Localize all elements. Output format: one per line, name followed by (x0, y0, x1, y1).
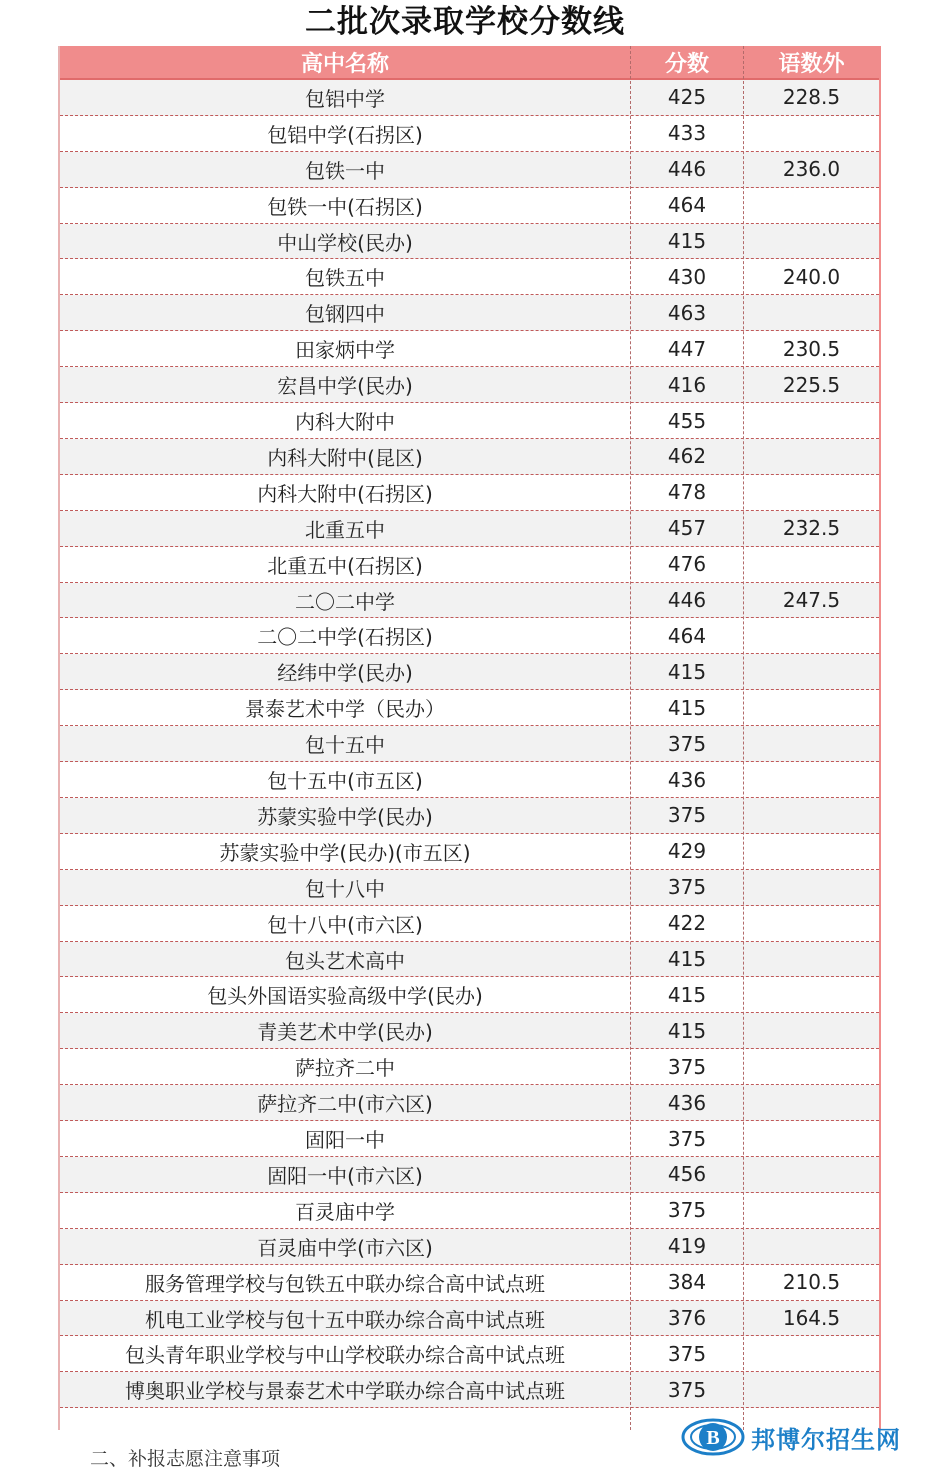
core-subjects-score-cell (744, 224, 879, 259)
school-name-cell: 包铁一中(石拐区) (267, 194, 423, 219)
school-name-cell: 内科大附中(石拐区) (257, 481, 433, 506)
school-name-cell: 萨拉齐二中 (295, 1056, 395, 1081)
score-cell: 384 (667, 1270, 707, 1295)
core-subjects-score-cell (744, 1157, 879, 1192)
table-row (60, 1265, 879, 1301)
table-row (60, 1157, 879, 1193)
school-name-cell: 包头艺术高中 (285, 948, 405, 973)
table-row (60, 260, 879, 296)
school-name-cell: 二〇二中学 (295, 589, 395, 614)
score-cell: 463 (667, 300, 707, 325)
page-title: 二批次录取学校分数线 (305, 4, 625, 40)
table-row (60, 152, 879, 188)
school-name-cell: 机电工业学校与包十五中联办综合高中试点班 (145, 1307, 545, 1332)
school-name-cell: 苏蒙实验中学(民办) (257, 804, 433, 829)
table-header-row (60, 46, 879, 80)
table-row (60, 475, 879, 511)
score-cell: 376 (667, 1306, 707, 1331)
school-name-cell: 固阳一中(市六区) (267, 1163, 423, 1188)
core-subjects-score-cell (744, 403, 879, 438)
svg-text:B: B (706, 1427, 720, 1449)
school-name-cell: 包铁一中 (305, 158, 385, 183)
school-name-cell: 包十五中(市五区) (267, 769, 423, 794)
score-cell: 446 (667, 588, 707, 613)
table-row (60, 1121, 879, 1157)
core-subjects-score-cell: 230.5 (782, 336, 841, 361)
score-cell: 464 (667, 623, 707, 648)
score-cell: 375 (667, 1054, 707, 1079)
score-cell: 419 (667, 1234, 707, 1259)
school-name-cell: 北重五中(石拐区) (267, 553, 423, 578)
core-subjects-score-cell: 225.5 (782, 372, 841, 397)
school-name-cell: 包钢四中 (305, 302, 385, 327)
score-cell: 415 (667, 947, 707, 972)
table-row (60, 619, 879, 655)
section-heading: 二、补报志愿注意事项 (90, 1448, 281, 1470)
table-row (60, 942, 879, 978)
school-name-cell: 萨拉齐二中(市六区) (257, 1092, 433, 1117)
school-name-cell: 百灵庙中学(市六区) (257, 1235, 433, 1260)
school-name-cell: 二〇二中学(石拐区) (257, 625, 433, 650)
core-subjects-score-cell: 210.5 (782, 1270, 841, 1295)
core-subjects-score-cell: 240.0 (782, 264, 841, 289)
core-subjects-score-cell (744, 188, 879, 223)
core-subjects-score-cell (744, 1121, 879, 1156)
school-name-cell: 百灵庙中学 (295, 1199, 395, 1224)
table-row (60, 906, 879, 942)
core-subjects-score-cell (744, 116, 879, 151)
column-header: 语数外 (778, 51, 845, 77)
score-cell: 462 (667, 444, 707, 469)
school-name-cell: 包十八中(市六区) (267, 912, 423, 937)
table-row (60, 439, 879, 475)
table-row (60, 295, 879, 331)
table-row (60, 1301, 879, 1337)
school-name-cell: 内科大附中(昆区) (267, 445, 423, 470)
school-name-cell: 包十八中 (305, 876, 385, 901)
score-cell: 375 (667, 731, 707, 756)
core-subjects-score-cell (744, 547, 879, 582)
core-subjects-score-cell (744, 762, 879, 797)
table-row (60, 188, 879, 224)
logo-text: 邦博尔招生网 (751, 1425, 901, 1454)
school-name-cell: 苏蒙实验中学(民办)(市五区) (219, 840, 471, 865)
score-cell: 433 (667, 121, 707, 146)
column-header: 分数 (664, 51, 709, 77)
score-cell: 456 (667, 1162, 707, 1187)
school-name-cell: 北重五中 (305, 517, 385, 542)
column-divider (630, 46, 631, 1430)
core-subjects-score-cell (744, 942, 879, 977)
score-cell: 425 (667, 85, 707, 110)
score-cell: 375 (667, 1126, 707, 1151)
school-name-cell: 包铁五中 (305, 266, 385, 291)
core-subjects-score-cell (744, 798, 879, 833)
core-subjects-score-cell (744, 906, 879, 941)
table-row (60, 367, 879, 403)
score-cell: 416 (667, 372, 707, 397)
table-row (60, 1193, 879, 1229)
site-logo[interactable] (681, 1412, 921, 1462)
table-row (60, 224, 879, 260)
school-name-cell: 包十五中 (305, 733, 385, 758)
core-subjects-score-cell (744, 690, 879, 725)
table-row (60, 1229, 879, 1265)
core-subjects-score-cell (744, 1193, 879, 1228)
table-row (60, 1049, 879, 1085)
score-cell: 464 (667, 193, 707, 218)
school-name-cell: 青美艺术中学(民办) (257, 1020, 433, 1045)
school-name-cell: 包铝中学 (305, 86, 385, 111)
core-subjects-score-cell: 164.5 (782, 1306, 841, 1331)
table-row (60, 690, 879, 726)
score-cell: 375 (667, 1377, 707, 1402)
core-subjects-score-cell: 236.0 (782, 157, 841, 182)
table-row (60, 1085, 879, 1121)
school-name-cell: 包头外国语实验高级中学(民办) (207, 984, 483, 1009)
school-name-cell: 包头青年职业学校与中山学校联办综合高中试点班 (125, 1343, 565, 1368)
core-subjects-score-cell (744, 1229, 879, 1264)
core-subjects-score-cell: 247.5 (782, 588, 841, 613)
score-cell: 415 (667, 695, 707, 720)
core-subjects-score-cell (744, 475, 879, 510)
score-cell: 430 (667, 264, 707, 289)
core-subjects-score-cell (744, 1013, 879, 1048)
school-name-cell: 中山学校(民办) (277, 230, 413, 255)
core-subjects-score-cell (744, 1049, 879, 1084)
column-header: 高中名称 (300, 51, 389, 77)
table-row (60, 834, 879, 870)
table-row (60, 870, 879, 906)
score-cell: 478 (667, 480, 707, 505)
school-name-cell: 景泰艺术中学（民办） (245, 697, 445, 722)
score-cell: 457 (667, 516, 707, 541)
school-name-cell: 博奥职业学校与景泰艺术中学联办综合高中试点班 (125, 1379, 565, 1404)
core-subjects-score-cell: 228.5 (782, 85, 841, 110)
score-cell: 375 (667, 1198, 707, 1223)
score-cell: 436 (667, 1090, 707, 1115)
school-name-cell: 服务管理学校与包铁五中联办综合高中试点班 (145, 1271, 545, 1296)
score-cell: 429 (667, 839, 707, 864)
table-row (60, 331, 879, 367)
score-cell: 455 (667, 408, 707, 433)
school-name-cell: 包铝中学(石拐区) (267, 122, 423, 147)
score-cell: 447 (667, 336, 707, 361)
school-name-cell: 经纬中学(民办) (277, 661, 413, 686)
table-row (60, 726, 879, 762)
core-subjects-score-cell (744, 1337, 879, 1372)
school-name-cell: 固阳一中 (305, 1128, 385, 1153)
core-subjects-score-cell (744, 295, 879, 330)
score-cell: 375 (667, 803, 707, 828)
core-subjects-score-cell (744, 834, 879, 869)
table-row (60, 762, 879, 798)
core-subjects-score-cell (744, 619, 879, 654)
table-row (60, 511, 879, 547)
table-row (60, 547, 879, 583)
core-subjects-score-cell (744, 870, 879, 905)
core-subjects-score-cell (744, 726, 879, 761)
table-row (60, 1337, 879, 1373)
school-name-cell: 内科大附中 (295, 410, 395, 435)
score-cell: 446 (667, 157, 707, 182)
score-cell: 436 (667, 767, 707, 792)
score-cell: 375 (667, 1341, 707, 1366)
school-name-cell: 宏昌中学(民办) (277, 374, 413, 399)
core-subjects-score-cell (744, 654, 879, 689)
table-row (60, 1372, 879, 1408)
score-cell: 415 (667, 229, 707, 254)
table-row (60, 116, 879, 152)
score-cell: 375 (667, 875, 707, 900)
score-cell: 476 (667, 552, 707, 577)
core-subjects-score-cell (744, 1372, 879, 1407)
column-divider (743, 46, 744, 1430)
table-row (60, 654, 879, 690)
core-subjects-score-cell (744, 978, 879, 1013)
score-cell: 422 (667, 911, 707, 936)
school-name-cell: 田家炳中学 (295, 338, 395, 363)
table-row (60, 80, 879, 116)
table-row (60, 583, 879, 619)
b-circle-logo-icon (681, 1417, 745, 1457)
table-row (60, 403, 879, 439)
table-row (60, 798, 879, 834)
score-cell: 415 (667, 1018, 707, 1043)
score-cell: 415 (667, 659, 707, 684)
core-subjects-score-cell: 232.5 (782, 516, 841, 541)
core-subjects-score-cell (744, 1085, 879, 1120)
table-row (60, 1013, 879, 1049)
core-subjects-score-cell (744, 439, 879, 474)
score-cell: 415 (667, 982, 707, 1007)
score-table (58, 46, 881, 1430)
table-row (60, 978, 879, 1014)
